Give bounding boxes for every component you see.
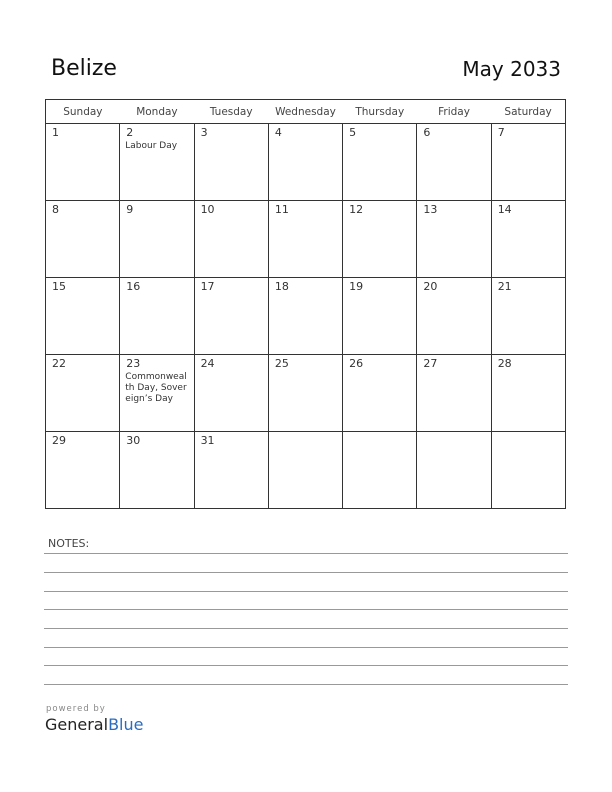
note-line [44, 572, 568, 573]
week-row [46, 355, 566, 432]
day-cell [194, 124, 268, 201]
brand-blue-text: Blue [108, 715, 144, 734]
day-cell [417, 355, 491, 432]
day-number: 8 [52, 203, 59, 216]
day-number: 15 [52, 280, 66, 293]
day-number: 10 [200, 203, 215, 216]
day-cell [46, 355, 120, 432]
day-number [417, 432, 490, 434]
day-number: 7 [497, 126, 505, 139]
day-number: 25 [274, 357, 289, 370]
day-cell [46, 124, 120, 201]
day-number: 19 [349, 280, 364, 293]
day-cell [343, 355, 417, 432]
page-title-month: May 2033 [462, 57, 561, 81]
note-line [44, 628, 568, 629]
day-cell [491, 432, 565, 509]
note-line [44, 665, 568, 666]
day-cell [343, 201, 417, 278]
brand-name [45, 715, 143, 734]
day-cell [46, 201, 120, 278]
day-cell [194, 355, 268, 432]
day-cell [268, 278, 342, 355]
day-cell [417, 278, 491, 355]
weekday-header: Wednesday [268, 100, 342, 124]
page-title-country: Belize [51, 56, 117, 81]
weekday-header: Thursday [343, 100, 417, 124]
day-number: 28 [497, 357, 512, 370]
day-cell [343, 278, 417, 355]
holiday-label: Commonwealth Day, Sovereign’s Day [125, 372, 187, 404]
day-cell [491, 278, 565, 355]
notes-label: NOTES: [48, 537, 90, 550]
day-number: 6 [423, 126, 431, 139]
day-number: 13 [423, 203, 438, 216]
day-cell [120, 355, 194, 432]
day-cell [120, 201, 194, 278]
day-number: 17 [200, 280, 215, 293]
day-number: 9 [126, 203, 134, 216]
day-cell [46, 278, 120, 355]
weekday-header-row [46, 100, 566, 124]
day-number: 1 [52, 126, 59, 139]
day-number: 5 [349, 126, 357, 139]
day-cell [194, 432, 268, 509]
day-cell [46, 432, 120, 509]
day-number [492, 432, 565, 434]
weekday-header: Friday [417, 100, 491, 124]
day-number: 27 [423, 357, 438, 370]
day-number: 26 [349, 357, 364, 370]
note-line [44, 647, 568, 648]
day-cell [120, 278, 194, 355]
day-number: 11 [274, 203, 289, 216]
day-cell [268, 355, 342, 432]
day-cell [343, 124, 417, 201]
calendar-grid [45, 99, 566, 509]
day-number: 20 [423, 280, 438, 293]
day-cell [343, 432, 417, 509]
day-cell [268, 124, 342, 201]
day-number: 23 [126, 357, 141, 370]
day-number: 29 [52, 434, 66, 447]
week-row [46, 278, 566, 355]
weekday-header: Saturday [491, 100, 565, 124]
day-cell [417, 201, 491, 278]
note-line [44, 609, 568, 610]
weekday-header: Tuesday [194, 100, 268, 124]
day-cell [120, 432, 194, 509]
powered-by-text: powered by [46, 704, 106, 714]
note-line [44, 553, 568, 554]
day-cell [491, 355, 565, 432]
day-number: 31 [200, 434, 215, 447]
weekday-header: Monday [120, 100, 194, 124]
day-number: 21 [497, 280, 512, 293]
day-cell [268, 201, 342, 278]
day-cell [491, 124, 565, 201]
day-number: 16 [126, 280, 141, 293]
day-number: 18 [274, 280, 289, 293]
day-number: 2 [126, 126, 134, 139]
day-number [269, 432, 342, 434]
weekday-header: Sunday [46, 100, 120, 124]
brand-logo [45, 704, 143, 734]
day-cell [120, 124, 194, 201]
week-row [46, 201, 566, 278]
day-number: 14 [497, 203, 512, 216]
day-number: 3 [200, 126, 208, 139]
holiday-label: Labour Day [125, 141, 178, 151]
day-cell [268, 432, 342, 509]
day-cell [194, 201, 268, 278]
day-number: 24 [200, 357, 215, 370]
day-number: 12 [349, 203, 364, 216]
day-number: 30 [126, 434, 141, 447]
day-number: 22 [52, 357, 66, 370]
day-cell [491, 201, 565, 278]
note-line [44, 684, 568, 685]
note-line [44, 591, 568, 592]
brand-general-text: General [45, 715, 109, 734]
day-cell [417, 432, 491, 509]
day-cell [194, 278, 268, 355]
week-row [46, 124, 566, 201]
week-row [46, 432, 566, 509]
day-cell [417, 124, 491, 201]
day-number [343, 432, 416, 434]
day-number: 4 [274, 126, 282, 139]
